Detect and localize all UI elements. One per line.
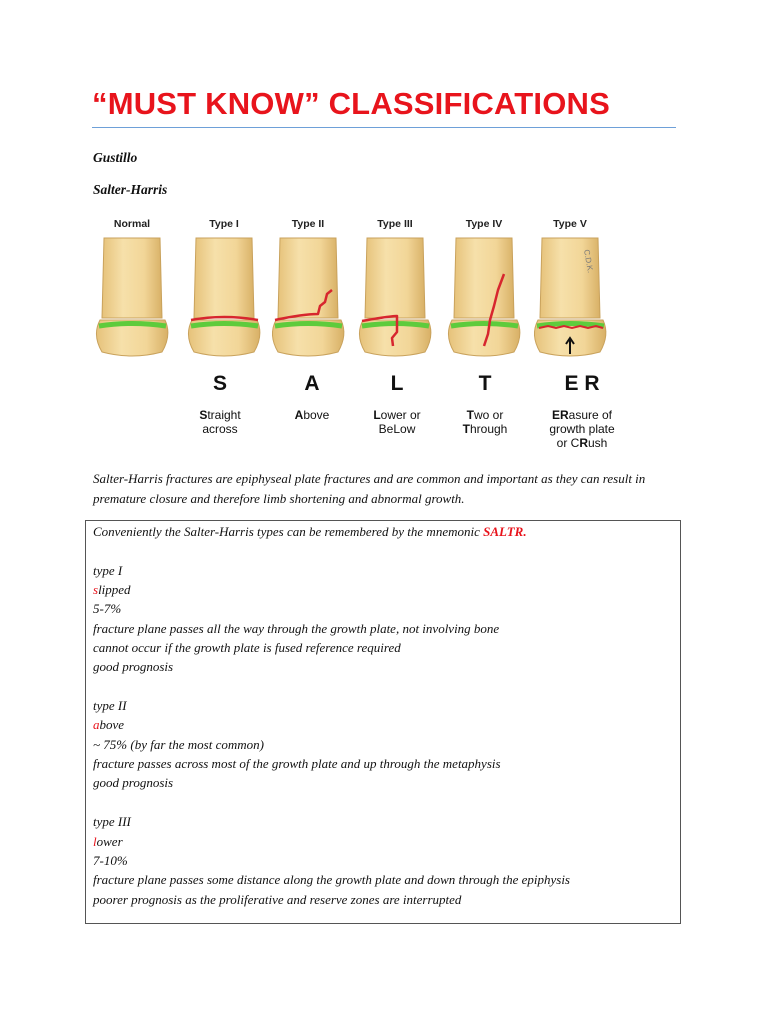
detail-line: [93, 773, 570, 792]
caption-line: [557, 436, 608, 450]
mnemonic-letter: L: [390, 372, 404, 395]
mnemonic-letter: s: [93, 582, 99, 598]
detail-line: [93, 870, 570, 889]
type-name: type I: [93, 562, 123, 578]
mnemonic-letter: l: [93, 833, 97, 849]
mnemonic-word: SALTR.: [483, 524, 527, 539]
percent-value: 5-7%: [93, 601, 122, 617]
caption-segment: T: [462, 422, 470, 436]
mnemonic-intro-text: Conveniently the Salter-Harris types can be remembered by the mnemonic: [93, 524, 484, 539]
mnemonic-rest: lipped: [98, 582, 131, 598]
detail-text: poorer prognosis as the proliferative and reserve zones are interrupted: [93, 891, 462, 907]
caption-line: [552, 408, 613, 422]
caption-line: [549, 422, 615, 436]
bone-1: [188, 238, 259, 356]
percent-line: [93, 735, 570, 754]
detail-text: fracture plane passes some distance along the growth plate and down through the epiphysis: [93, 872, 570, 888]
type-label: Normal: [113, 218, 151, 230]
type-label: Type II: [291, 218, 325, 230]
growth-plate: [99, 324, 166, 327]
mnemonic-word-line: [93, 832, 570, 851]
type-line: [93, 696, 570, 715]
mnemonic-rest: ower: [96, 833, 123, 849]
type-label: Type IV: [465, 218, 503, 230]
caption-segment: hrough: [469, 422, 508, 436]
mnemonic-letter: S: [212, 372, 228, 395]
mnemonic-box: [85, 520, 681, 924]
heading-salter-harris: Salter-Harris: [93, 182, 168, 197]
bone-shaft: [454, 238, 514, 318]
intro-paragraph: Salter-Harris fractures are epiphyseal plate fractures and are common and important as they can result in premature closure and therefore limb shortening and abnormal growth.: [93, 471, 646, 506]
growth-plate: [191, 324, 258, 327]
percent-value: ~ 75% (by far the most common): [93, 736, 264, 752]
caption-line: [463, 422, 508, 436]
bone-5: [534, 238, 605, 356]
percent-value: 7-10%: [93, 852, 128, 868]
bone-shaft: [278, 238, 338, 318]
bone-4: [448, 238, 519, 356]
detail-line: [93, 754, 570, 773]
type-name: type II: [93, 698, 127, 714]
growth-plate: [275, 324, 342, 327]
caption-segment: R: [579, 436, 588, 450]
detail-line: [93, 638, 570, 657]
title-underline: [92, 127, 676, 128]
caption-line: [379, 422, 416, 436]
percent-line: [93, 599, 570, 618]
mnemonic-letter: a: [93, 717, 100, 733]
type-label: Type III: [377, 218, 413, 230]
caption-line: [295, 408, 330, 422]
detail-text: good prognosis: [93, 775, 174, 791]
caption-segment: ower or: [380, 408, 421, 422]
detail-line: [93, 619, 570, 638]
caption-segment: A: [294, 408, 304, 422]
caption-segment: ER: [551, 408, 569, 422]
caption-segment: asure of: [568, 408, 613, 422]
detail-line: [93, 657, 570, 676]
growth-plate: [451, 324, 518, 327]
percent-line: [93, 851, 570, 870]
mnemonic-letter: E R: [564, 372, 600, 395]
caption-line: [373, 408, 420, 422]
detail-text: fracture plane passes all the way through the growth plate, not involving bone: [93, 620, 500, 636]
type-name: type III: [93, 814, 131, 830]
mnemonic-letter: A: [304, 372, 320, 395]
caption-segment: bove: [303, 408, 330, 422]
caption-segment: ush: [587, 436, 608, 450]
type-label: Type V: [553, 218, 587, 230]
bone-2: [272, 238, 343, 356]
caption-segment: T: [466, 408, 474, 422]
heading-gustillo: Gustillo: [93, 150, 138, 165]
detail-line: [93, 890, 570, 909]
detail-text: cannot occur if the growth plate is fused reference required: [93, 640, 401, 656]
mnemonic-word-line: [93, 715, 570, 734]
bone-shaft: [102, 238, 162, 318]
caption-line: [202, 422, 237, 436]
bone-0: [96, 238, 167, 356]
caption-line: [467, 408, 504, 422]
bone-shaft: [194, 238, 254, 318]
salter-harris-diagram: [92, 210, 632, 450]
caption-segment: L: [373, 408, 381, 422]
caption-segment: o: [400, 422, 407, 436]
detail-text: fracture passes across most of the growth plate and up through the metaphysis: [93, 756, 501, 772]
blank-line: [93, 793, 570, 812]
mnemonic-letter: T: [478, 372, 492, 395]
type-label: Type I: [209, 218, 239, 230]
caption-segment: S: [199, 408, 208, 422]
blank-line: [93, 677, 570, 696]
caption-segment: BeL: [378, 422, 400, 436]
caption-segment: wo or: [474, 408, 504, 422]
bone-3: [359, 238, 430, 356]
growth-plate: [362, 324, 429, 327]
caption-line: [199, 408, 241, 422]
page-title: “MUST KNOW” CLASSIFICATIONS: [92, 86, 611, 121]
bone-shaft: [365, 238, 425, 318]
signature: C.D.K.: [582, 248, 595, 274]
caption-segment: across: [202, 422, 238, 436]
mnemonic-intro-line: [93, 522, 570, 541]
type-line: [93, 812, 570, 831]
mnemonic-word-line: [93, 580, 570, 599]
caption-segment: traight: [207, 408, 241, 422]
caption-segment: growth plate: [549, 422, 615, 436]
detail-text: good prognosis: [93, 659, 174, 675]
type-line: [93, 561, 570, 580]
mnemonic-box-content: [93, 522, 570, 909]
mnemonic-rest: bove: [99, 717, 125, 733]
caption-segment: w: [406, 422, 416, 436]
blank-line: [93, 541, 570, 560]
caption-segment: or C: [556, 436, 580, 450]
